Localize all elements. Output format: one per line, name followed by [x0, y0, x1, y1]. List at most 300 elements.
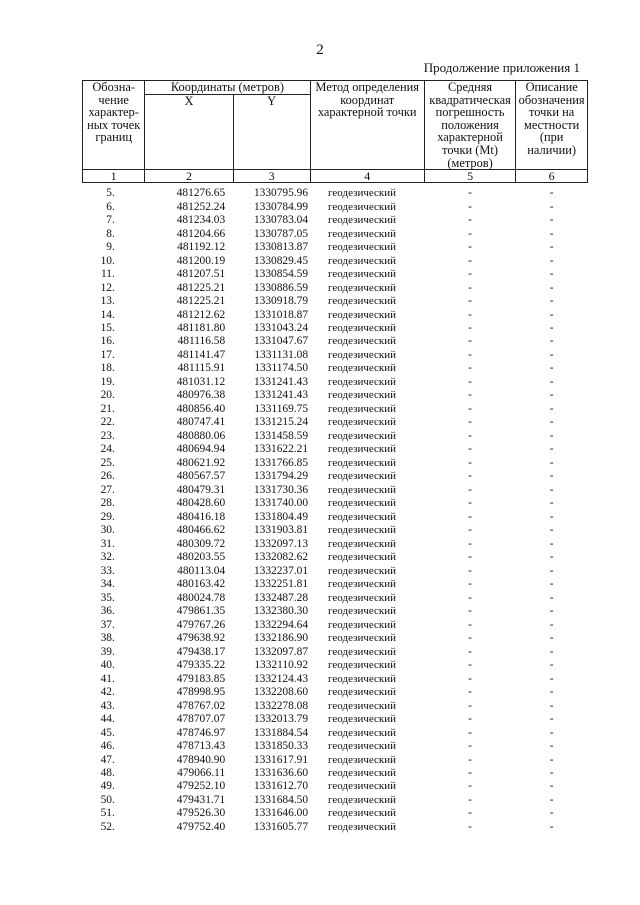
header-num-5: 5 [424, 170, 515, 183]
error-cell: - [468, 740, 472, 753]
description-cell: - [549, 402, 554, 415]
table-row [83, 214, 588, 227]
point-number-cell: 15. [100, 322, 115, 334]
x-coordinate-cell: 478940.90 [176, 753, 226, 766]
table-row [83, 578, 588, 591]
method-cell: геодезический [328, 187, 397, 200]
header-method [310, 81, 424, 170]
y-coordinate-cell: 1331169.75 [254, 402, 309, 415]
table-row [83, 632, 588, 645]
y-coordinate-cell: 1330784.99 [253, 200, 309, 213]
point-number-cell: 24. [100, 443, 115, 456]
error-cell: - [468, 564, 472, 577]
header-coordinates-text: Координаты (метров) [170, 80, 284, 94]
table-row [83, 349, 588, 362]
x-coordinate-cell: 481225.21 [176, 281, 226, 294]
x-coordinate-cell: 481207.51 [176, 268, 226, 281]
point-number-cell: 25. [100, 456, 115, 469]
error-cell: - [468, 241, 472, 254]
x-coordinate-cell: 481252.24 [176, 200, 226, 213]
y-coordinate-cell: 1331458.59 [253, 429, 309, 442]
header-method-text: Метод определения координат характерной точки [315, 80, 420, 120]
y-coordinate-cell: 1330854.59 [253, 268, 309, 281]
description-cell: - [549, 429, 554, 442]
point-number-cell: 30. [100, 524, 115, 537]
table-row [83, 389, 588, 402]
method-cell: геодезический [328, 564, 397, 577]
table-row [83, 416, 588, 429]
x-coordinate-cell: 480694.94 [176, 443, 226, 456]
method-cell: геодезический [328, 618, 397, 631]
table-row [83, 780, 588, 793]
y-coordinate-cell: 1330787.05 [253, 227, 309, 240]
point-number-cell: 34. [100, 578, 115, 591]
description-cell: - [549, 807, 554, 820]
point-number-cell: 44. [100, 713, 115, 726]
y-coordinate-cell: 1331884.54 [253, 726, 309, 739]
description-cell: - [549, 214, 554, 227]
description-cell: - [549, 820, 554, 833]
description-cell: - [549, 187, 554, 200]
method-cell: геодезический [328, 780, 397, 793]
table-row [83, 673, 588, 686]
error-cell: - [468, 416, 472, 429]
error-cell: - [468, 807, 472, 820]
error-cell: - [468, 375, 472, 388]
table-row [83, 619, 588, 632]
method-cell: геодезический [328, 672, 397, 685]
x-coordinate-cell: 478998.95 [176, 686, 226, 699]
description-cell: - [549, 645, 554, 658]
x-coordinate-cell: 480880.06 [176, 429, 226, 442]
method-cell: геодезический [328, 483, 397, 496]
description-cell: - [549, 375, 554, 388]
y-coordinate-cell: 1331241.43 [253, 375, 309, 388]
error-cell: - [468, 429, 472, 442]
point-number-cell: 6. [106, 200, 115, 213]
method-cell: геодезический [328, 578, 397, 591]
point-number-cell: 8. [106, 227, 115, 240]
table-row [83, 201, 588, 214]
table-body [83, 183, 588, 835]
point-number-cell: 33. [100, 564, 115, 577]
x-coordinate-cell: 479066.11 [177, 766, 226, 779]
description-cell: - [549, 537, 554, 550]
x-coordinate-cell: 478767.02 [176, 699, 226, 712]
x-coordinate-cell: 480309.72 [176, 537, 226, 550]
table-row [83, 767, 588, 780]
x-coordinate-cell: 480567.57 [176, 470, 226, 483]
y-coordinate-cell: 1330813.87 [253, 241, 309, 254]
description-cell: - [549, 672, 554, 685]
method-cell: геодезический [328, 227, 397, 240]
point-number-cell: 29. [100, 510, 115, 523]
x-coordinate-cell: 481225.21 [176, 295, 226, 308]
table-row [83, 538, 588, 551]
header-error [424, 81, 515, 170]
page-number: 2 [316, 42, 324, 58]
error-cell: - [468, 551, 472, 564]
description-cell: - [549, 295, 554, 308]
error-cell: - [468, 578, 472, 591]
method-cell: геодезический [328, 807, 397, 820]
method-cell: геодезический [328, 389, 397, 402]
error-cell: - [468, 726, 472, 739]
table-row [83, 524, 588, 537]
x-coordinate-cell: 479431.71 [176, 793, 226, 806]
point-number-cell: 31. [100, 537, 115, 550]
method-cell: геодезический [328, 281, 397, 294]
description-cell: - [549, 241, 554, 254]
description-cell: - [549, 740, 554, 753]
description-cell: - [549, 551, 554, 564]
method-cell: геодезический [328, 753, 397, 766]
table-row [83, 497, 588, 510]
x-coordinate-cell: 481204.66 [176, 227, 226, 240]
error-cell: - [468, 605, 472, 618]
table-row [83, 228, 588, 241]
point-number-cell: 23. [100, 429, 115, 442]
x-coordinate-cell: 480163.42 [176, 578, 226, 591]
error-cell: - [468, 389, 472, 402]
point-number-cell: 12. [100, 281, 115, 294]
y-coordinate-cell: 1331850.33 [253, 740, 309, 753]
x-coordinate-cell: 479526.30 [176, 807, 226, 820]
error-cell: - [468, 227, 472, 240]
point-number-cell: 42. [100, 686, 115, 699]
method-cell: геодезический [328, 470, 397, 483]
method-cell: геодезический [328, 726, 397, 739]
x-coordinate-cell: 479335.22 [176, 659, 226, 672]
description-cell: - [549, 564, 554, 577]
y-coordinate-cell: 1332097.13 [253, 537, 309, 550]
description-cell: - [549, 470, 554, 483]
table-row [83, 821, 588, 834]
x-coordinate-cell: 479438.17 [176, 645, 226, 658]
error-cell: - [468, 753, 472, 766]
error-cell: - [468, 618, 472, 631]
header-num-2: 2 [145, 170, 233, 183]
x-coordinate-cell: 481200.19 [176, 254, 226, 267]
error-cell: - [468, 281, 472, 294]
point-number-cell: 19. [100, 375, 115, 388]
point-number-cell: 50. [100, 793, 115, 806]
method-cell: геодезический [328, 416, 397, 429]
method-cell: геодезический [328, 308, 397, 321]
point-number-cell: 5. [106, 187, 115, 200]
x-coordinate-cell: 480428.60 [176, 497, 226, 510]
description-cell: - [549, 713, 554, 726]
description-cell: - [549, 726, 554, 739]
point-number-cell: 7. [106, 214, 115, 227]
x-coordinate-cell: 480976.38 [176, 389, 226, 402]
point-number-cell: 41. [100, 672, 115, 685]
error-cell: - [468, 214, 472, 227]
table-row [83, 807, 588, 820]
header-description [516, 81, 588, 170]
y-coordinate-cell: 1331804.49 [253, 510, 309, 523]
table-row [83, 322, 588, 335]
x-coordinate-cell: 478713.43 [176, 740, 226, 753]
point-number-cell: 51. [100, 807, 115, 820]
table-row [83, 565, 588, 578]
x-coordinate-cell: 480621.92 [176, 456, 226, 469]
y-coordinate-cell: 1331241.43 [253, 389, 309, 402]
error-cell: - [468, 713, 472, 726]
y-coordinate-cell: 1332487.28 [253, 591, 309, 604]
error-cell: - [468, 497, 472, 510]
method-cell: геодезический [328, 591, 397, 604]
table-row [83, 241, 588, 254]
table-row [83, 282, 588, 295]
point-number-cell: 27. [100, 483, 115, 496]
description-cell: - [549, 605, 554, 618]
description-cell: - [549, 618, 554, 631]
table-row [83, 443, 588, 456]
error-cell: - [468, 591, 472, 604]
y-coordinate-cell: 1331605.77 [253, 820, 309, 833]
error-cell: - [468, 456, 472, 469]
y-coordinate-cell: 1331646.00 [253, 807, 309, 820]
header-y: Y [233, 95, 310, 170]
method-cell: геодезический [328, 551, 397, 564]
point-number-cell: 17. [100, 348, 115, 361]
error-cell: - [468, 254, 472, 267]
y-coordinate-cell: 1332186.90 [253, 632, 309, 645]
table-row [83, 470, 588, 483]
description-cell: - [549, 389, 554, 402]
error-cell: - [468, 322, 472, 334]
x-coordinate-cell: 480856.40 [176, 402, 226, 415]
error-cell: - [468, 308, 472, 321]
point-number-cell: 37. [100, 618, 115, 631]
y-coordinate-cell: 1331903.81 [253, 524, 309, 537]
error-cell: - [468, 402, 472, 415]
error-cell: - [468, 443, 472, 456]
table-row [83, 403, 588, 416]
point-number-cell: 21. [100, 402, 115, 415]
method-cell: геодезический [328, 214, 397, 227]
table-row [83, 713, 588, 726]
table-row [83, 754, 588, 767]
error-cell: - [468, 659, 472, 672]
y-coordinate-cell: 1331766.85 [253, 456, 309, 469]
description-cell: - [549, 578, 554, 591]
x-coordinate-cell: 479861.35 [176, 605, 226, 618]
error-cell: - [468, 524, 472, 537]
error-cell: - [468, 793, 472, 806]
description-cell: - [549, 281, 554, 294]
point-number-cell: 9. [106, 241, 115, 254]
y-coordinate-cell: 1332278.08 [253, 699, 309, 712]
point-number-cell: 11. [101, 268, 115, 281]
y-coordinate-cell: 1331622.21 [253, 443, 309, 456]
x-coordinate-cell: 481212.62 [176, 308, 226, 321]
point-number-cell: 43. [100, 699, 115, 712]
x-coordinate-cell: 480479.31 [176, 483, 226, 496]
table-row [83, 183, 588, 201]
method-cell: геодезический [328, 510, 397, 523]
y-coordinate-cell: 1331047.67 [253, 335, 309, 348]
table-row [83, 551, 588, 564]
method-cell: геодезический [328, 793, 397, 806]
x-coordinate-cell: 479638.92 [176, 632, 226, 645]
x-coordinate-cell: 480747.41 [176, 416, 226, 429]
y-coordinate-cell: 1330829.45 [253, 254, 309, 267]
x-coordinate-cell: 479752.40 [176, 820, 226, 833]
x-coordinate-cell: 480416.18 [176, 510, 226, 523]
header-num-1: 1 [83, 170, 145, 183]
x-coordinate-cell: 481234.03 [176, 214, 226, 227]
description-cell: - [549, 766, 554, 779]
method-cell: геодезический [328, 456, 397, 469]
x-coordinate-cell: 480024.78 [176, 591, 226, 604]
x-coordinate-cell: 481141.47 [177, 348, 226, 361]
method-cell: геодезический [328, 200, 397, 213]
error-cell: - [468, 348, 472, 361]
method-cell: геодезический [328, 322, 397, 334]
header-point-designation [83, 81, 145, 170]
method-cell: геодезический [328, 254, 397, 267]
table-row [83, 700, 588, 713]
x-coordinate-cell: 480466.62 [176, 524, 226, 537]
header-num-6: 6 [516, 170, 588, 183]
error-cell: - [468, 187, 472, 200]
point-number-cell: 38. [100, 632, 115, 645]
description-cell: - [549, 227, 554, 240]
point-number-cell: 14. [100, 308, 115, 321]
table-row [83, 511, 588, 524]
error-cell: - [468, 537, 472, 550]
point-number-cell: 49. [100, 780, 115, 793]
error-cell: - [468, 470, 472, 483]
header-coordinates [145, 81, 310, 95]
description-cell: - [549, 483, 554, 496]
y-coordinate-cell: 1331131.08 [254, 348, 309, 361]
method-cell: геодезический [328, 686, 397, 699]
description-cell: - [549, 254, 554, 267]
point-number-cell: 10. [100, 254, 115, 267]
header-point-designation-text: Обозна-чение характер-ных точек границ [87, 80, 141, 145]
point-number-cell: 46. [100, 740, 115, 753]
description-cell: - [549, 200, 554, 213]
y-coordinate-cell: 1332380.30 [253, 605, 309, 618]
error-cell: - [468, 200, 472, 213]
x-coordinate-cell: 479767.26 [176, 618, 226, 631]
point-number-cell: 28. [100, 497, 115, 510]
point-number-cell: 52. [100, 820, 115, 833]
point-number-cell: 16. [100, 335, 115, 348]
header-num-3: 3 [233, 170, 310, 183]
point-number-cell: 45. [100, 726, 115, 739]
y-coordinate-cell: 1330783.04 [253, 214, 309, 227]
method-cell: геодезический [328, 645, 397, 658]
error-cell: - [468, 699, 472, 712]
y-coordinate-cell: 1332208.60 [253, 686, 309, 699]
table-row [83, 484, 588, 497]
table-row [83, 309, 588, 322]
description-cell: - [549, 348, 554, 361]
error-cell: - [468, 686, 472, 699]
x-coordinate-cell: 481115.91 [177, 362, 226, 375]
table-row [83, 362, 588, 375]
y-coordinate-cell: 1330918.79 [253, 295, 309, 308]
method-cell: геодезический [328, 713, 397, 726]
description-cell: - [549, 699, 554, 712]
y-coordinate-cell: 1332110.92 [254, 659, 309, 672]
header-error-text: Средняя квадратическая погрешность положения характерной точки (Mt) (метров) [429, 80, 511, 170]
y-coordinate-cell: 1332013.79 [253, 713, 309, 726]
method-cell: геодезический [328, 375, 397, 388]
y-coordinate-cell: 1331730.36 [253, 483, 309, 496]
header-x: X [145, 95, 233, 170]
description-cell: - [549, 268, 554, 281]
description-cell: - [549, 308, 554, 321]
description-cell: - [549, 456, 554, 469]
method-cell: геодезический [328, 766, 397, 779]
y-coordinate-cell: 1331612.70 [253, 780, 309, 793]
x-coordinate-cell: 479252.10 [176, 780, 226, 793]
y-coordinate-cell: 1330795.96 [253, 187, 309, 200]
table-row [83, 430, 588, 443]
point-number-cell: 40. [100, 659, 115, 672]
header-description-text: Описание обозначения точки на местности (при наличии) [518, 80, 585, 157]
table-row [83, 457, 588, 470]
description-cell: - [549, 632, 554, 645]
description-cell: - [549, 659, 554, 672]
point-number-cell: 32. [100, 551, 115, 564]
error-cell: - [468, 632, 472, 645]
description-cell: - [549, 416, 554, 429]
point-number-cell: 35. [100, 591, 115, 604]
point-number-cell: 39. [100, 645, 115, 658]
header-num-4: 4 [310, 170, 424, 183]
table-row [83, 295, 588, 308]
error-cell: - [468, 766, 472, 779]
method-cell: геодезический [328, 820, 397, 833]
method-cell: геодезический [328, 268, 397, 281]
description-cell: - [549, 497, 554, 510]
y-coordinate-cell: 1331174.50 [254, 362, 309, 375]
method-cell: геодезический [328, 632, 397, 645]
point-number-cell: 18. [100, 362, 115, 375]
method-cell: геодезический [328, 443, 397, 456]
table-header [83, 81, 588, 183]
method-cell: геодезический [328, 402, 397, 415]
y-coordinate-cell: 1332124.43 [253, 672, 309, 685]
x-coordinate-cell: 479183.85 [176, 672, 226, 685]
table-row [83, 646, 588, 659]
y-coordinate-cell: 1332237.01 [253, 564, 309, 577]
point-number-cell: 13. [100, 295, 115, 308]
y-coordinate-cell: 1331617.91 [253, 753, 309, 766]
method-cell: геодезический [328, 740, 397, 753]
y-coordinate-cell: 1331018.87 [253, 308, 309, 321]
method-cell: геодезический [328, 348, 397, 361]
table-row [83, 268, 588, 281]
method-cell: геодезический [328, 362, 397, 375]
method-cell: геодезический [328, 537, 397, 550]
error-cell: - [468, 483, 472, 496]
appendix-caption: Продолжение приложения 1 [423, 60, 580, 75]
description-cell: - [549, 362, 554, 375]
y-coordinate-cell: 1331794.29 [253, 470, 309, 483]
point-number-cell: 36. [100, 605, 115, 618]
point-number-cell: 48. [100, 766, 115, 779]
table-row [83, 740, 588, 753]
x-coordinate-cell: 480203.55 [176, 551, 226, 564]
error-cell: - [468, 510, 472, 523]
